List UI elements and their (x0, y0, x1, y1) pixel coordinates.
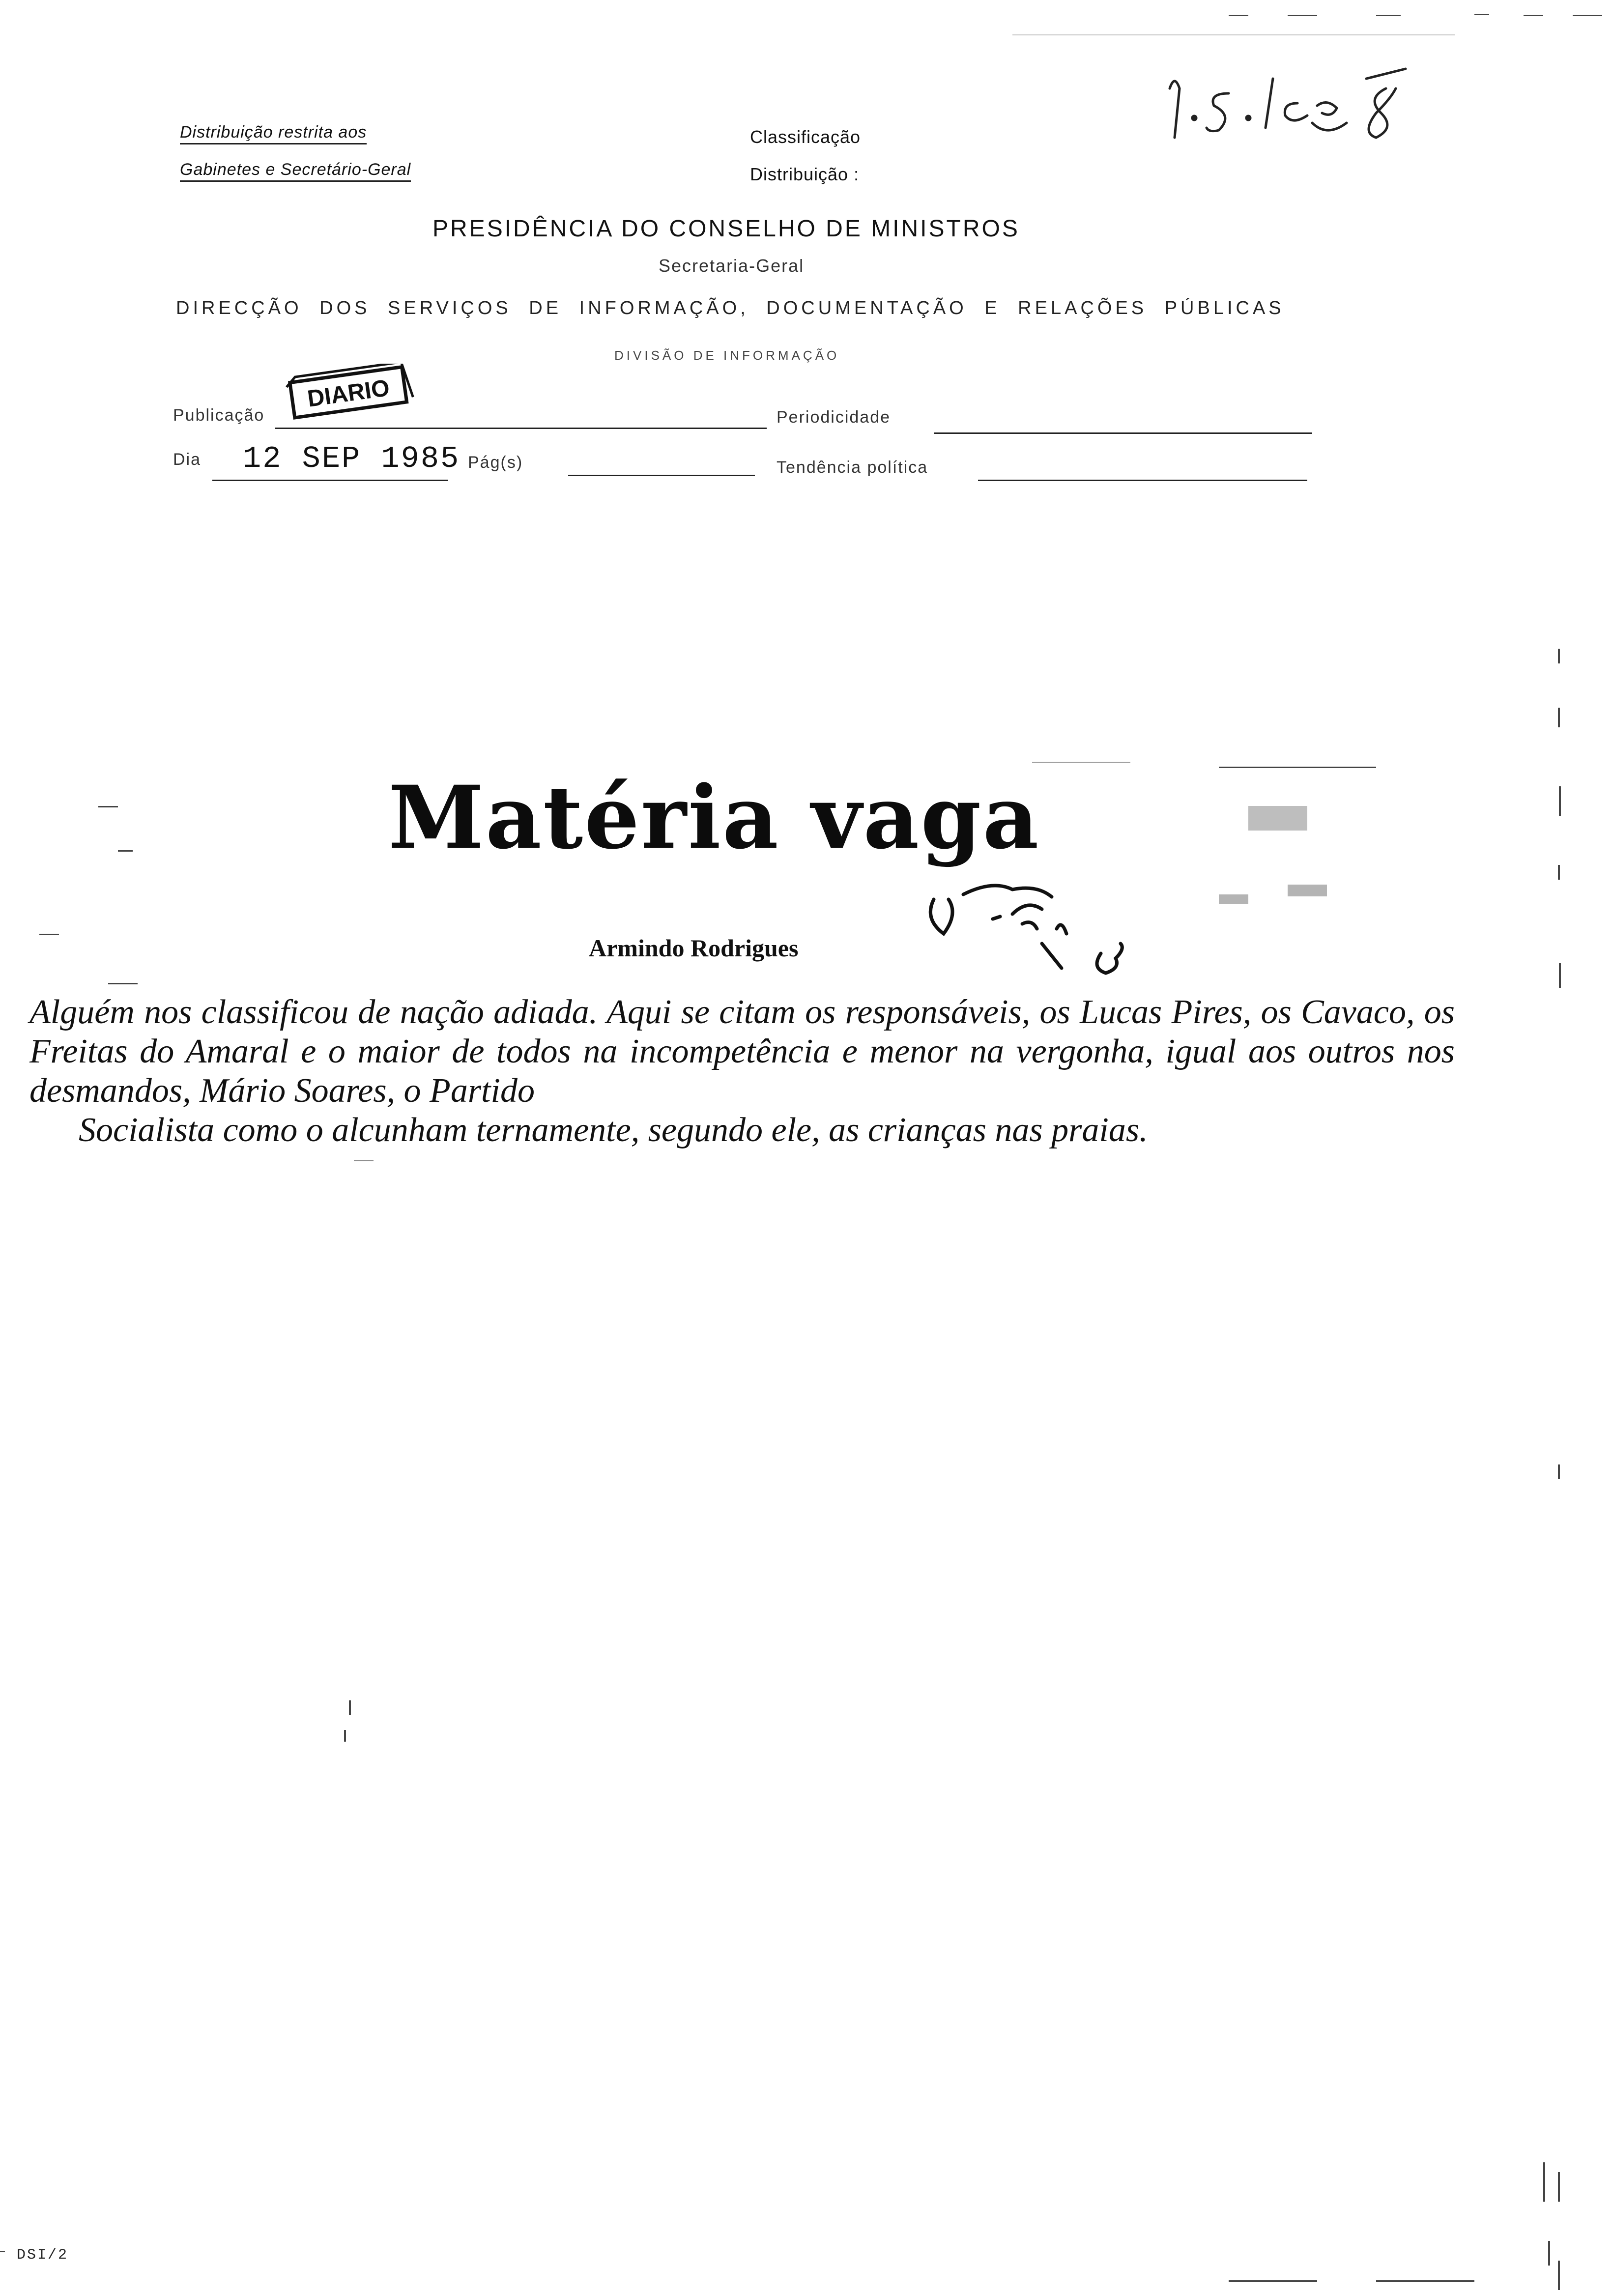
pages-fill-line (568, 475, 755, 476)
day-fill-line (212, 480, 448, 481)
form-code: DSI/2 (17, 2247, 69, 2264)
date-stamp: 12 SEP 1985 (243, 441, 461, 476)
periodicity-label: Periodicidade (777, 408, 891, 427)
publication-fill-line (275, 428, 767, 429)
letterhead-secretariat: Secretaria-Geral (659, 256, 805, 276)
letterhead-division: DIVISÃO DE INFORMAÇÃO (614, 348, 840, 363)
day-label: Dia (173, 450, 202, 469)
article-byline: Armindo Rodrigues (589, 934, 799, 962)
classification-label: Classificação (750, 127, 861, 147)
letterhead-direction: DIRECÇÃO DOS SERVIÇOS DE INFORMAÇÃO, DOCUMENTAÇÃO E RELAÇÕES PÚBLICAS (176, 298, 1285, 318)
pages-label: Pág(s) (468, 453, 523, 472)
letterhead-presidency: PRESIDÊNCIA DO CONSELHO DE MINISTROS (432, 216, 1020, 242)
distribution-restriction-line1: Distribuição restrita aos (180, 123, 367, 144)
publication-stamp (283, 364, 416, 423)
publication-label: Publicação (173, 406, 265, 425)
article-headline: Matéria vaga (388, 767, 1040, 868)
periodicity-fill-line (934, 432, 1312, 434)
article-body-main: Alguém nos classificou de nação adiada. Aqui se citam os responsáveis, os Lucas Pires, os Cavaco, os Freitas do Amaral e o maior de todos na incompetência e menor na vergonha, igual aos outros nos desmandos, Mário Soares, o Partido (29, 993, 1455, 1110)
article-body-last-line: Socialista como o alcunham ternamente, segundo ele, as crianças nas praias. (79, 1111, 1148, 1149)
distribution-label: Distribuição : (750, 164, 860, 184)
political-tendency-fill-line (978, 480, 1307, 481)
distribution-restriction-line2: Gabinetes e Secretário-Geral (180, 160, 411, 182)
handwritten-reference-number (1160, 59, 1435, 147)
article-body (29, 993, 1455, 1150)
handwritten-annotation (914, 870, 1170, 978)
political-tendency-label: Tendência política (777, 458, 928, 477)
publication-stamp-text: DIARIO (306, 374, 391, 412)
